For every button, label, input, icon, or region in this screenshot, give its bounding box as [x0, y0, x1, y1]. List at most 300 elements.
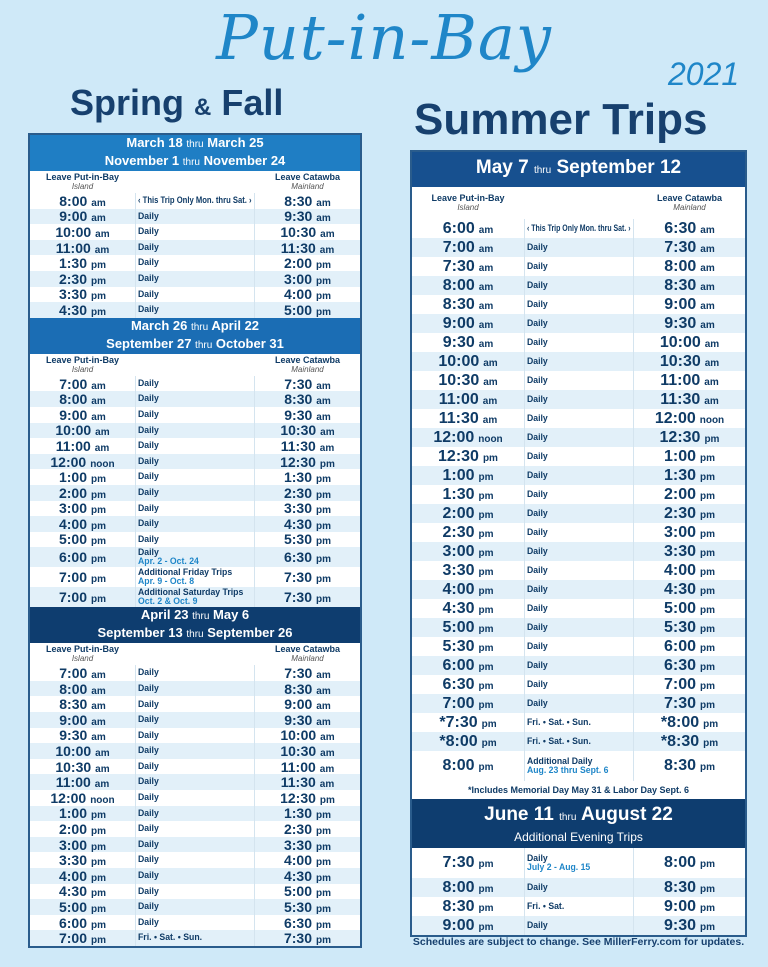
time: 7:30: [284, 375, 313, 392]
table-row: [412, 637, 745, 656]
time: 2:00: [58, 484, 88, 501]
time: 8:00: [442, 276, 475, 294]
spring-fall-heading: [70, 82, 283, 129]
note: Daily: [138, 729, 159, 740]
island-departure: [412, 714, 524, 732]
time: 5:00: [58, 899, 88, 915]
note: Daily: [527, 355, 548, 366]
time: 9:00: [442, 314, 475, 332]
time: 4:30: [283, 868, 313, 884]
time: 11:30: [280, 239, 316, 256]
time: 9:00: [442, 916, 475, 934]
island-departure: [412, 467, 524, 485]
island-departure: [30, 376, 135, 392]
trip-note: [135, 469, 255, 485]
mainland-departure: [255, 423, 360, 439]
meridiem: pm: [478, 661, 494, 673]
time: 8:00: [59, 193, 88, 209]
note: Daily: [138, 502, 159, 513]
meridiem: pm: [478, 623, 494, 635]
island-departure: [30, 501, 135, 517]
meridiem: am: [95, 427, 110, 439]
mainland-departure: [634, 695, 745, 713]
island-departure: [412, 917, 524, 935]
time: 7:00: [663, 675, 697, 693]
time: 6:30: [283, 549, 313, 566]
note: Daily: [527, 852, 548, 863]
island-departure: [412, 353, 524, 371]
mainland-departure: [255, 407, 360, 423]
island-departure: [30, 665, 135, 681]
meridiem: pm: [703, 718, 719, 730]
meridiem: pm: [91, 554, 107, 566]
table-row: [412, 219, 745, 238]
meridiem: am: [704, 338, 720, 350]
time: 12:00: [50, 453, 87, 470]
meridiem: pm: [700, 642, 716, 654]
trip-note: [524, 371, 634, 390]
table-row: [412, 580, 745, 599]
note: Daily: [138, 838, 159, 849]
meridiem: pm: [316, 275, 332, 287]
column-header-mainland: [255, 644, 360, 664]
table-row: [30, 438, 360, 454]
label: Leave Put-in-Bay: [431, 193, 505, 203]
time: 12:00: [433, 428, 475, 446]
note: Daily: [527, 564, 548, 575]
meridiem: am: [319, 442, 335, 454]
island-departure: [30, 852, 135, 868]
table-row: [412, 314, 745, 333]
date-range-line: [30, 135, 360, 153]
island-departure: [30, 549, 135, 565]
trip-note: [135, 547, 255, 567]
time: 8:00: [663, 854, 697, 871]
section-subtitle: Additional Evening Trips: [514, 830, 643, 844]
table-row: [30, 665, 360, 681]
time: 3:00: [58, 500, 88, 517]
schedule-rows: [30, 665, 360, 946]
mainland-departure: [255, 899, 360, 915]
time: 12:30: [659, 428, 701, 446]
time: 6:30: [663, 656, 697, 674]
meridiem: pm: [91, 841, 107, 853]
trip-note: [524, 878, 634, 897]
trip-note: [524, 751, 634, 781]
time: 4:30: [283, 516, 313, 532]
time: 4:00: [58, 516, 88, 532]
meridiem: pm: [91, 474, 107, 485]
island-departure: [30, 915, 135, 931]
note: Daily: [138, 257, 159, 268]
column-header-island: [30, 355, 135, 375]
meridiem: pm: [316, 474, 332, 485]
time: 8:00: [664, 257, 697, 275]
island-departure: [412, 619, 524, 637]
meridiem: am: [483, 357, 498, 369]
island-departure: [30, 868, 135, 884]
time: 11:00: [280, 758, 316, 775]
time: 4:00: [283, 286, 313, 303]
mainland-departure: [634, 486, 745, 504]
time: 4:00: [283, 852, 313, 868]
time: *8:00: [439, 732, 478, 750]
mainland-departure: [634, 854, 745, 872]
time: 5:00: [58, 531, 88, 548]
date-end: August 22: [580, 804, 673, 825]
time: 5:30: [283, 899, 313, 915]
table-row: [30, 899, 360, 915]
island-departure: [30, 407, 135, 423]
meridiem: am: [316, 396, 331, 407]
section-header: [412, 799, 745, 848]
time: 10:30: [659, 352, 701, 370]
meridiem: am: [478, 243, 494, 255]
meridiem: am: [319, 779, 335, 791]
trip-note: [524, 916, 634, 935]
mainland-departure: [255, 255, 360, 271]
note: Daily: [138, 823, 159, 834]
meridiem: pm: [478, 859, 494, 870]
island-departure: [412, 562, 524, 580]
table-row: [30, 806, 360, 822]
time: 8:30: [663, 878, 697, 896]
table-row: [30, 915, 360, 931]
time: 4:30: [58, 302, 88, 318]
table-row: [30, 547, 360, 567]
date-end: November 24: [203, 153, 286, 168]
table-row: [412, 466, 745, 485]
meridiem: am: [94, 244, 110, 256]
mainland-departure: [255, 681, 360, 697]
trip-note: [135, 930, 255, 946]
meridiem: am: [316, 685, 331, 697]
trip-note: [135, 209, 255, 225]
mainland-departure: [255, 589, 360, 605]
table-row: [412, 371, 745, 390]
meridiem: pm: [478, 699, 494, 711]
time: 3:30: [283, 500, 313, 517]
mainland-departure: [634, 410, 745, 428]
meridiem: am: [91, 380, 106, 392]
note-dates: Oct. 2 & Oct. 9: [138, 596, 198, 607]
table-row: [412, 732, 745, 751]
island-departure: [412, 879, 524, 897]
meridiem: pm: [482, 452, 498, 464]
meridiem: am: [700, 281, 715, 293]
trip-note: [135, 516, 255, 532]
trip-note: [135, 899, 255, 915]
date-thru: thru: [190, 321, 209, 333]
note: Additional Saturday Trips: [138, 587, 244, 597]
time: 9:30: [442, 333, 475, 351]
island-departure: [412, 733, 524, 751]
time: 8:30: [442, 897, 475, 915]
note: Daily: [138, 288, 159, 299]
note: Daily: [138, 226, 159, 237]
time: 2:30: [442, 523, 475, 541]
sublabel: Island: [457, 203, 479, 212]
island-departure: [30, 255, 135, 271]
spring-word: Spring: [70, 82, 184, 123]
date-thru: thru: [533, 165, 552, 176]
meridiem: pm: [700, 566, 716, 578]
trip-note: [135, 501, 255, 517]
note: Daily: [138, 714, 159, 725]
meridiem: pm: [478, 642, 494, 654]
time: 6:00: [442, 219, 475, 237]
time: 6:00: [442, 656, 475, 674]
mainland-departure: [255, 501, 360, 517]
meridiem: pm: [700, 921, 716, 933]
column-header-island: [412, 193, 524, 213]
island-departure: [30, 271, 135, 287]
meridiem: am: [320, 228, 335, 240]
note: Daily: [138, 870, 159, 881]
time: 6:00: [58, 914, 88, 931]
sublabel: Mainland: [291, 182, 324, 191]
table-row: [412, 485, 745, 504]
meridiem: pm: [703, 737, 719, 749]
note: Daily: [138, 455, 159, 466]
trip-note: [135, 868, 255, 884]
mainland-departure: [255, 391, 360, 407]
time: 9:30: [59, 727, 88, 744]
summer-heading: Summer Trips: [414, 95, 708, 144]
time: 10:00: [55, 422, 92, 439]
meridiem: pm: [478, 883, 494, 895]
mainland-departure: [255, 837, 360, 853]
trip-note: [135, 821, 255, 837]
island-departure: [30, 224, 135, 240]
table-row: [412, 713, 745, 732]
time: 1:00: [442, 466, 475, 484]
trip-note: [135, 774, 255, 790]
time: 10:00: [659, 333, 701, 351]
time: 9:30: [284, 406, 313, 423]
table-row: [412, 333, 745, 352]
island-departure: [412, 239, 524, 257]
meridiem: pm: [478, 762, 494, 773]
time: 2:00: [442, 504, 475, 522]
table-row: [30, 728, 360, 744]
column-headers: [30, 171, 360, 193]
trip-note: [135, 743, 255, 759]
table-row: [30, 255, 360, 271]
trip-note: [524, 656, 634, 675]
date-end: September 26: [207, 625, 293, 641]
note: Daily: [527, 526, 548, 537]
mainland-departure: [255, 438, 360, 454]
note: Daily: [138, 916, 159, 927]
meridiem: am: [94, 779, 110, 791]
mainland-departure: [634, 543, 745, 561]
trip-note: [135, 587, 255, 607]
island-departure: [30, 728, 135, 744]
trip-note: [524, 333, 634, 352]
note: Daily: [138, 273, 159, 284]
trip-note: [135, 759, 255, 775]
time: 3:30: [663, 542, 697, 560]
trip-note: [135, 423, 255, 439]
mainland-departure: [255, 271, 360, 287]
meridiem: am: [482, 414, 498, 426]
meridiem: pm: [478, 566, 494, 578]
meridiem: pm: [316, 826, 332, 837]
date-start: March 26: [130, 317, 188, 333]
island-departure: [412, 695, 524, 713]
island-departure: [30, 569, 135, 585]
meridiem: am: [320, 732, 335, 744]
label: Leave Put-in-Bay: [45, 172, 120, 182]
time: 4:30: [442, 599, 475, 617]
table-row: [30, 287, 360, 303]
meridiem: am: [95, 748, 110, 759]
note: Daily: [138, 210, 159, 221]
time: 4:00: [442, 580, 475, 598]
time: 8:30: [664, 276, 697, 294]
meridiem: pm: [478, 680, 494, 692]
meridiem: am: [478, 300, 494, 312]
mainland-departure: [634, 296, 745, 314]
time: 8:30: [284, 391, 313, 407]
date-start: September 13: [97, 625, 183, 641]
trip-note: [135, 852, 255, 868]
time: 7:30: [283, 589, 313, 606]
note: Daily: [527, 336, 548, 347]
schedule-rows: [30, 193, 360, 318]
trip-note: [524, 523, 634, 542]
time: 8:30: [284, 193, 313, 209]
meridiem: pm: [700, 661, 716, 673]
table-row: [30, 587, 360, 607]
time: *8:00: [660, 713, 700, 731]
schedule-rows: [412, 219, 745, 781]
trip-note: [524, 504, 634, 523]
time: 2:30: [663, 504, 697, 522]
time: 2:30: [283, 484, 313, 501]
island-departure: [30, 774, 135, 790]
island-departure: [412, 898, 524, 916]
trip-note: [135, 454, 255, 470]
note-dates: Apr. 2 - Oct. 24: [138, 556, 199, 567]
mainland-departure: [634, 467, 745, 485]
mainland-departure: [634, 917, 745, 935]
date-range-line: [412, 156, 745, 183]
note: ‹ This Trip Only Mon. thru Sat. ›: [527, 222, 631, 233]
note: Additional Daily: [527, 755, 593, 766]
date-start: March 18: [126, 135, 183, 150]
note: Daily: [527, 488, 548, 499]
time: 7:30: [442, 257, 475, 275]
note: Daily: [138, 533, 159, 544]
time: 6:30: [664, 219, 697, 237]
sublabel: Mainland: [291, 654, 324, 664]
trip-note: [135, 665, 255, 681]
table-row: [30, 423, 360, 439]
note: Daily: [527, 881, 548, 892]
date-start: June 11: [484, 804, 554, 825]
note: Daily: [527, 260, 548, 271]
meridiem: am: [704, 395, 719, 407]
table-row: [412, 542, 745, 561]
note-dates: July 2 - Aug. 15: [527, 862, 591, 872]
mainland-departure: [634, 239, 745, 257]
mainland-departure: [255, 287, 360, 303]
trip-note: [524, 466, 634, 485]
meridiem: am: [316, 411, 331, 423]
table-row: [30, 696, 360, 712]
trip-note: [524, 599, 634, 618]
note: Daily: [527, 697, 548, 708]
section-header: [412, 152, 745, 187]
meridiem: pm: [700, 452, 716, 464]
trip-note: [135, 376, 255, 392]
trip-note: [524, 219, 634, 238]
mainland-departure: [255, 696, 360, 712]
meridiem: pm: [91, 888, 107, 900]
meridiem: pm: [700, 547, 716, 559]
meridiem: am: [478, 224, 494, 236]
time: 10:00: [55, 224, 92, 240]
time: 6:00: [663, 637, 697, 655]
island-departure: [30, 287, 135, 303]
time: 9:30: [664, 314, 697, 332]
time: 12:00: [50, 790, 87, 806]
meridiem: am: [483, 376, 498, 388]
time: 7:00: [58, 930, 88, 946]
island-departure: [412, 676, 524, 694]
time: 11:30: [438, 409, 479, 427]
island-departure: [30, 193, 135, 209]
table-row: [412, 428, 745, 447]
note: Daily: [138, 854, 159, 865]
time: 9:30: [284, 208, 313, 225]
meridiem: pm: [700, 585, 716, 597]
time: 8:30: [663, 757, 697, 774]
meridiem: pm: [316, 554, 332, 566]
meridiem: pm: [316, 260, 332, 271]
island-departure: [30, 837, 135, 853]
table-row: [412, 656, 745, 675]
mainland-departure: [634, 638, 745, 656]
island-departure: [30, 454, 135, 470]
time: 1:00: [58, 469, 88, 485]
meridiem: pm: [478, 490, 494, 502]
note: Daily: [138, 885, 159, 896]
trip-note: [135, 567, 255, 587]
table-row: [412, 295, 745, 314]
trip-note: [135, 193, 255, 209]
time: 8:00: [442, 878, 475, 896]
meridiem: pm: [316, 857, 332, 868]
fall-word: Fall: [221, 82, 284, 123]
table-row: [412, 618, 745, 637]
trip-note: [524, 561, 634, 580]
time: 10:00: [438, 352, 480, 370]
island-departure: [30, 589, 135, 605]
trip-note: [135, 302, 255, 318]
note: Daily: [138, 304, 159, 315]
table-row: [30, 884, 360, 900]
meridiem: pm: [700, 509, 716, 521]
meridiem: pm: [316, 306, 332, 318]
island-departure: [412, 543, 524, 561]
mainland-departure: [634, 505, 745, 523]
meridiem: pm: [316, 872, 332, 884]
mainland-departure: [255, 884, 360, 900]
mainland-departure: [634, 757, 745, 775]
